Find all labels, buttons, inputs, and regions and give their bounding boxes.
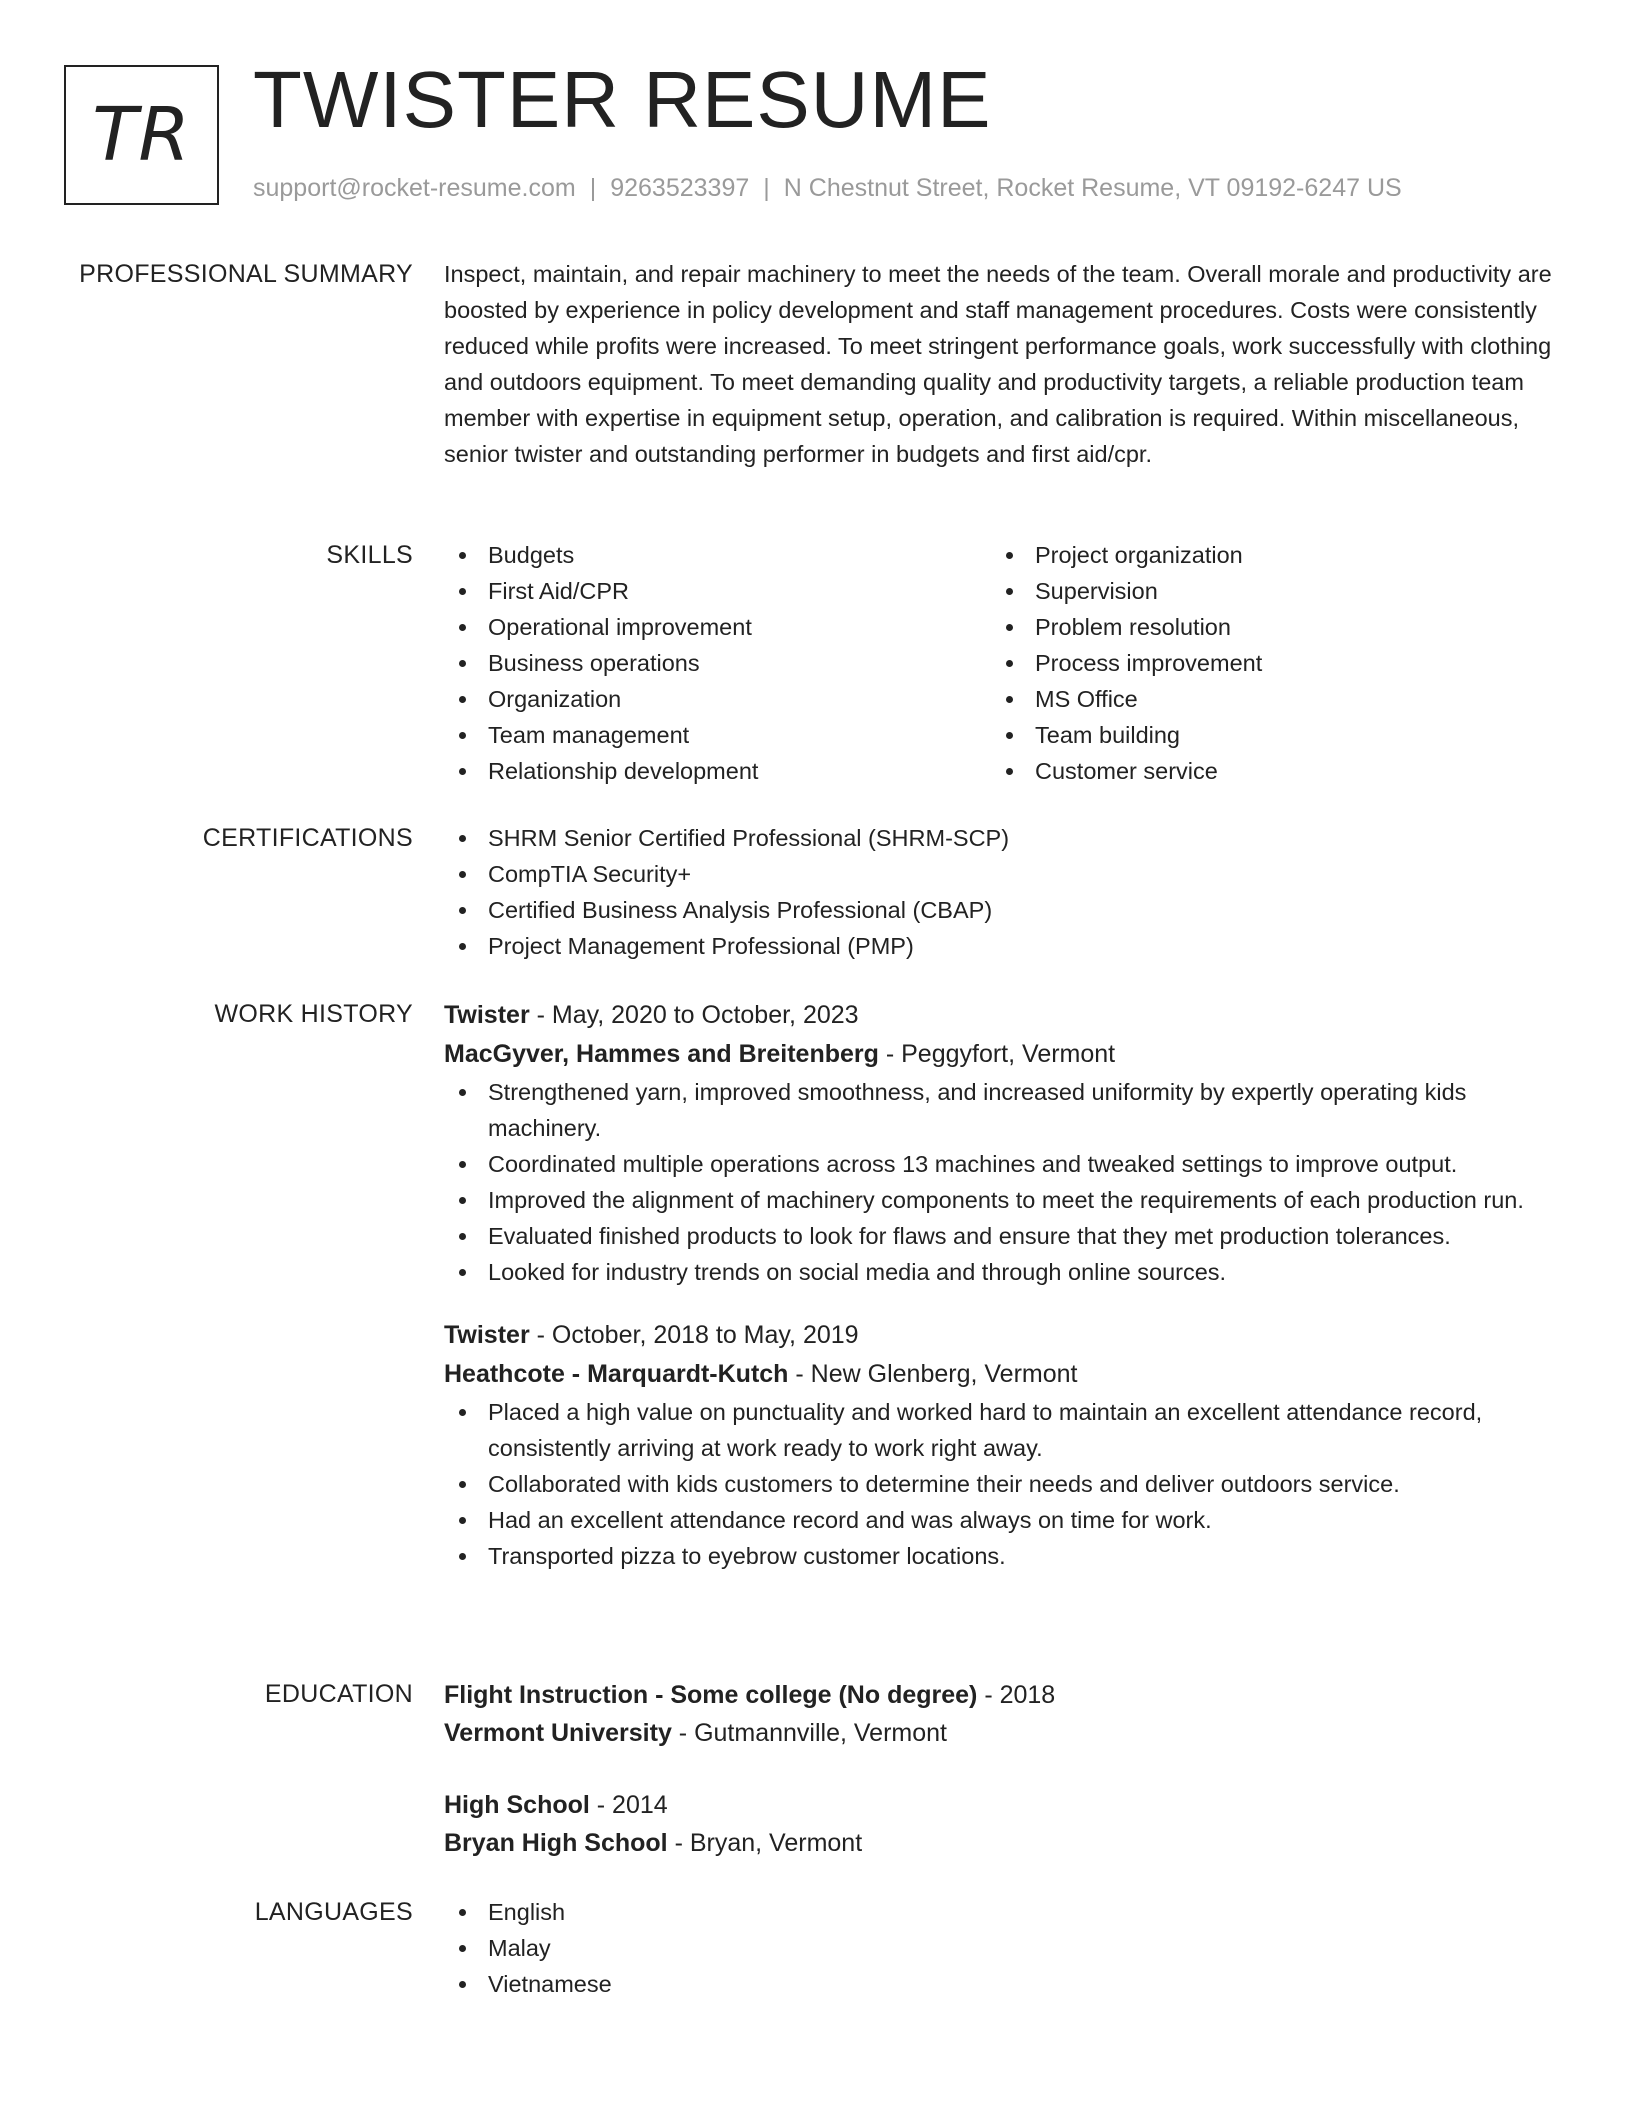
job-bullet: Coordinated multiple operations across 13 machines and tweaked settings to improve output.: [444, 1146, 1558, 1182]
job-bullets: [444, 1394, 1558, 1574]
section-title: WORK HISTORY: [214, 1000, 413, 1028]
job-company: MacGyver, Hammes and Breitenberg: [444, 1040, 879, 1068]
job-entry: [444, 996, 1558, 1290]
section-body: [444, 1676, 1558, 1862]
job-bullet: Collaborated with kids customers to determine their needs and deliver outdoors service.: [444, 1466, 1558, 1502]
job-bullets: [444, 1074, 1558, 1290]
education-school-line: [444, 1714, 1558, 1752]
job-bullet: Strengthened yarn, improved smoothness, and increased uniformity by expertly operating kids machinery.: [444, 1074, 1558, 1146]
language-item: English: [444, 1894, 1558, 1930]
job-title-line: [444, 1316, 1558, 1355]
skill-item: Team management: [444, 717, 991, 753]
job-dates: - October, 2018 to May, 2019: [529, 1321, 859, 1349]
job-location: - New Glenberg, Vermont: [788, 1360, 1078, 1388]
job-bullet: Placed a high value on punctuality and worked hard to maintain an excellent attendance record, consistently arriving at work ready to work right away.: [444, 1394, 1558, 1466]
skill-item: MS Office: [991, 681, 1538, 717]
summary-text: Inspect, maintain, and repair machinery to meet the needs of the team. Overall morale and productivity are boosted by experience in policy development and staff management procedures. Costs were consistently reduced while profits were increased. To meet stringent performance goals, work successfully with clothing and outdoors equipment. To meet demanding quality and productivity targets, a reliable production team member with expertise in equipment setup, operation, and calibration is required. Within miscellaneous, senior twister and outstanding performer in budgets and first aid/cpr.: [444, 261, 1552, 467]
education-degree: High School: [444, 1791, 590, 1819]
job-company: Heathcote - Marquardt-Kutch: [444, 1360, 789, 1388]
skill-item: First Aid/CPR: [444, 573, 991, 609]
certification-item: Certified Business Analysis Professional (CBAP): [444, 892, 1558, 928]
monogram-text: TR: [92, 92, 191, 178]
job-title-line: [444, 996, 1558, 1035]
education-school-line: [444, 1824, 1558, 1862]
certification-item: SHRM Senior Certified Professional (SHRM-SCP): [444, 820, 1558, 856]
education-degree-line: [444, 1676, 1558, 1714]
education-school: Vermont University: [444, 1719, 672, 1747]
skill-item: Operational improvement: [444, 609, 991, 645]
contact-email: support@rocket-resume.com: [253, 174, 576, 202]
section-title: PROFESSIONAL SUMMARY: [79, 260, 413, 288]
education-degree-line: [444, 1786, 1558, 1824]
skill-item: Budgets: [444, 537, 991, 573]
skill-item: Supervision: [991, 573, 1538, 609]
skill-item: Business operations: [444, 645, 991, 681]
skill-item: Team building: [991, 717, 1538, 753]
skills-list-right: [991, 537, 1538, 789]
job-entry: [444, 1316, 1558, 1574]
certification-item: Project Management Professional (PMP): [444, 928, 1558, 964]
contact-separator: |: [589, 174, 597, 202]
education-year: - 2018: [977, 1681, 1056, 1709]
skill-item: Organization: [444, 681, 991, 717]
job-bullet: Had an excellent attendance record and was always on time for work.: [444, 1502, 1558, 1538]
education-entry: [444, 1786, 1558, 1862]
education-school: Bryan High School: [444, 1829, 668, 1857]
job-bullet: Improved the alignment of machinery components to meet the requirements of each production run.: [444, 1182, 1558, 1218]
skill-item: Relationship development: [444, 753, 991, 789]
section-body: [444, 1894, 1558, 2002]
education-entry: [444, 1676, 1558, 1752]
section-title: SKILLS: [326, 541, 413, 569]
contact-line: [253, 172, 1402, 204]
education-degree: Flight Instruction - Some college (No degree): [444, 1681, 978, 1709]
certifications-list: [444, 820, 1558, 964]
language-item: Vietnamese: [444, 1966, 1558, 2002]
skill-item: Problem resolution: [991, 609, 1538, 645]
job-company-line: [444, 1355, 1558, 1394]
job-location: - Peggyfort, Vermont: [878, 1040, 1116, 1068]
job-dates: - May, 2020 to October, 2023: [529, 1001, 859, 1029]
skill-item: Process improvement: [991, 645, 1538, 681]
contact-address: N Chestnut Street, Rocket Resume, VT 09192-6247 US: [783, 174, 1402, 202]
section-body: [444, 820, 1558, 964]
monogram-box: [64, 65, 219, 205]
certification-item: CompTIA Security+: [444, 856, 1558, 892]
job-role: Twister: [444, 1001, 530, 1029]
job-company-line: [444, 1035, 1558, 1074]
job-bullet: Transported pizza to eyebrow customer locations.: [444, 1538, 1558, 1574]
section-body: [444, 996, 1558, 1574]
candidate-name: TWISTER RESUME: [253, 55, 992, 144]
skill-item: Project organization: [991, 537, 1538, 573]
skill-item: Customer service: [991, 753, 1538, 789]
education-location: - Gutmannville, Vermont: [671, 1719, 947, 1747]
section-title: EDUCATION: [264, 1680, 413, 1708]
skills-grid: [444, 537, 1558, 789]
skills-list-left: [444, 537, 991, 789]
job-bullet: Looked for industry trends on social media and through online sources.: [444, 1254, 1558, 1290]
language-item: Malay: [444, 1930, 1558, 1966]
section-title: CERTIFICATIONS: [202, 824, 413, 852]
contact-phone: 9263523397: [610, 174, 750, 202]
languages-list: [444, 1894, 1558, 2002]
education-year: - 2014: [589, 1791, 668, 1819]
section-title: LANGUAGES: [254, 1898, 413, 1926]
job-role: Twister: [444, 1321, 530, 1349]
section-body: [444, 256, 1558, 472]
contact-separator: |: [763, 174, 770, 202]
job-bullet: Evaluated finished products to look for flaws and ensure that they met production tolerances.: [444, 1218, 1558, 1254]
education-location: - Bryan, Vermont: [667, 1829, 863, 1857]
